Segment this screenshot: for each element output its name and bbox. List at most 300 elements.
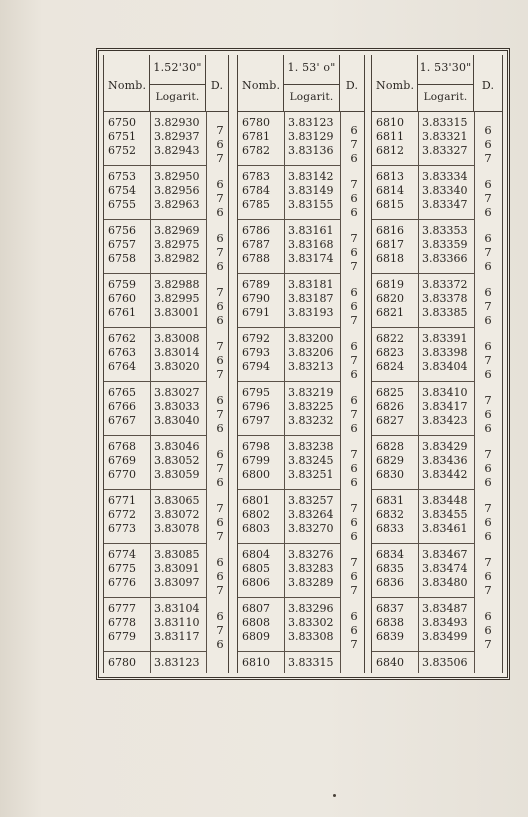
- difference-value: 6: [484, 407, 492, 421]
- table-row: [372, 251, 474, 266]
- nomb-value: 6787: [242, 238, 270, 251]
- group-separator: [238, 489, 340, 490]
- nomb-value: 6823: [376, 346, 404, 359]
- angle-header: 1.52'30": [153, 61, 202, 74]
- difference-value: 6: [350, 123, 358, 137]
- logarit-value: 3.83327: [422, 144, 468, 157]
- table-row: [372, 547, 474, 562]
- logarit-value: 3.82975: [154, 238, 200, 251]
- logarit-value: 3.83308: [288, 630, 334, 643]
- difference-value: 6: [350, 475, 358, 489]
- difference-value: 6: [350, 569, 358, 583]
- logarit-value: 3.83008: [154, 332, 200, 345]
- logarit-value: 3.82956: [154, 184, 200, 197]
- difference-value: 6: [484, 313, 492, 327]
- group-separator: [372, 435, 474, 436]
- logarit-value: 3.83340: [422, 184, 468, 197]
- table-row: [104, 183, 206, 198]
- table-row: [104, 413, 206, 428]
- logarit-value: 3.83359: [422, 238, 468, 251]
- group-separator: [104, 273, 206, 274]
- logarit-value: 3.83410: [422, 386, 468, 399]
- table-row: [238, 345, 340, 360]
- table-row: [372, 399, 474, 414]
- difference-value: 6: [484, 569, 492, 583]
- nomb-value: 6791: [242, 306, 270, 319]
- logarit-value: 3.83187: [288, 292, 334, 305]
- logarit-value: 3.83417: [422, 400, 468, 413]
- nomb-value: 6790: [242, 292, 270, 305]
- nomb-value: 6830: [376, 468, 404, 481]
- table-row: [372, 169, 474, 184]
- logarit-value: 3.83467: [422, 548, 468, 561]
- nomb-value: 6837: [376, 602, 404, 615]
- nomb-value: 6804: [242, 548, 270, 561]
- difference-value: 6: [484, 515, 492, 529]
- table-row: [238, 521, 340, 536]
- difference-value: 6: [484, 609, 492, 623]
- group-separator: [238, 597, 340, 598]
- table-row: [238, 359, 340, 374]
- logarit-value: 3.83065: [154, 494, 200, 507]
- logarit-value: 3.83193: [288, 306, 334, 319]
- table-row: [104, 615, 206, 630]
- nomb-value: 6765: [108, 386, 136, 399]
- table-row: [238, 277, 340, 292]
- difference-value: 6: [216, 353, 224, 367]
- logarit-value: 3.83091: [154, 562, 200, 575]
- difference-value: 7: [216, 123, 224, 137]
- logarit-value: 3.83499: [422, 630, 468, 643]
- difference-value: 6: [484, 421, 492, 435]
- difference-value: 6: [216, 231, 224, 245]
- logarit-value: 3.82937: [154, 130, 200, 143]
- nomb-value: 6800: [242, 468, 270, 481]
- logarit-value: 3.82963: [154, 198, 200, 211]
- diff-header-cell: [340, 55, 364, 111]
- difference-value: 6: [484, 529, 492, 543]
- logarit-value: 3.83110: [154, 616, 200, 629]
- difference-value: 7: [484, 583, 492, 597]
- group-separator: [372, 597, 474, 598]
- logarit-value: 3.82988: [154, 278, 200, 291]
- table-row: [104, 575, 206, 590]
- table-row: [104, 385, 206, 400]
- nomb-value: 6809: [242, 630, 270, 643]
- logarit-value: 3.83213: [288, 360, 334, 373]
- difference-value: 7: [216, 501, 224, 515]
- difference-value: 7: [484, 555, 492, 569]
- table-row: [104, 237, 206, 252]
- diff-header-cell: [474, 55, 502, 111]
- logarit-value: 3.82969: [154, 224, 200, 237]
- diff-header: D.: [345, 79, 359, 92]
- table-row: [104, 521, 206, 536]
- difference-value: 6: [484, 123, 492, 137]
- logarit-header-cell: [418, 55, 474, 111]
- group-separator: [104, 489, 206, 490]
- logarit-value: 3.83072: [154, 508, 200, 521]
- logarit-value: 3.83014: [154, 346, 200, 359]
- logarit-value: 3.83506: [422, 656, 468, 669]
- difference-value: 6: [484, 367, 492, 381]
- difference-value: 7: [484, 637, 492, 651]
- logarit-value: 3.83480: [422, 576, 468, 589]
- nomb-value: 6784: [242, 184, 270, 197]
- logarit-value: 3.83040: [154, 414, 200, 427]
- difference-value: 7: [216, 529, 224, 543]
- nomb-value: 6750: [108, 116, 136, 129]
- difference-value: 6: [350, 299, 358, 313]
- table-row: [238, 291, 340, 306]
- logarit-value: 3.83232: [288, 414, 334, 427]
- difference-value: 6: [216, 313, 224, 327]
- nomb-value: 6833: [376, 522, 404, 535]
- nomb-value: 6773: [108, 522, 136, 535]
- difference-value: 6: [350, 529, 358, 543]
- table-row: [238, 197, 340, 212]
- nomb-value: 6807: [242, 602, 270, 615]
- logarit-value: 3.83321: [422, 130, 468, 143]
- nomb-value: 6828: [376, 440, 404, 453]
- nomb-value: 6826: [376, 400, 404, 413]
- table-row: [104, 345, 206, 360]
- table-row: [104, 601, 206, 616]
- nomb-value: 6820: [376, 292, 404, 305]
- table-row: [238, 629, 340, 644]
- diff-header: D.: [481, 79, 495, 92]
- difference-value: 6: [484, 137, 492, 151]
- table-row: [238, 453, 340, 468]
- logarit-value: 3.83436: [422, 454, 468, 467]
- logarit-value: 3.83123: [288, 116, 334, 129]
- logarit-value: 3.83142: [288, 170, 334, 183]
- nomb-value: 6812: [376, 144, 404, 157]
- difference-value: 7: [484, 151, 492, 165]
- difference-value: 6: [350, 623, 358, 637]
- table-row: [238, 615, 340, 630]
- logarit-value: 3.83174: [288, 252, 334, 265]
- table-row: [104, 197, 206, 212]
- table-row: [104, 655, 206, 670]
- difference-value: 7: [216, 191, 224, 205]
- nomb-header-cell: [372, 55, 418, 111]
- table-row: [238, 399, 340, 414]
- table-column-group-3: [371, 55, 503, 673]
- nomb-value: 6764: [108, 360, 136, 373]
- table-row: [238, 493, 340, 508]
- nomb-header-cell: [238, 55, 284, 111]
- logarit-value: 3.83033: [154, 400, 200, 413]
- difference-value: 6: [484, 259, 492, 273]
- column-header: [104, 55, 228, 112]
- nomb-value: 6802: [242, 508, 270, 521]
- difference-value: 6: [350, 245, 358, 259]
- logarit-value: 3.83455: [422, 508, 468, 521]
- table-row: [238, 169, 340, 184]
- difference-value: 7: [484, 393, 492, 407]
- difference-value: 6: [350, 151, 358, 165]
- difference-value: 6: [350, 339, 358, 353]
- nomb-value: 6810: [376, 116, 404, 129]
- logarit-value: 3.83315: [288, 656, 334, 669]
- logarit-value: 3.83136: [288, 144, 334, 157]
- logarit-value: 3.83347: [422, 198, 468, 211]
- table-row: [372, 197, 474, 212]
- logarit-value: 3.83200: [288, 332, 334, 345]
- nomb-header: Nomb.: [108, 79, 147, 92]
- difference-value: 6: [350, 205, 358, 219]
- nomb-value: 6813: [376, 170, 404, 183]
- nomb-value: 6780: [108, 656, 136, 669]
- table-row: [372, 183, 474, 198]
- nomb-value: 6838: [376, 616, 404, 629]
- logarit-value: 3.83289: [288, 576, 334, 589]
- table-row: [104, 291, 206, 306]
- group-separator: [104, 597, 206, 598]
- logarit-value: 3.82995: [154, 292, 200, 305]
- nomb-value: 6782: [242, 144, 270, 157]
- table-row: [372, 129, 474, 144]
- logarit-header-cell: [150, 55, 206, 111]
- nomb-value: 6816: [376, 224, 404, 237]
- diff-header-cell: [206, 55, 228, 111]
- logarit-value: 3.83385: [422, 306, 468, 319]
- table-row: [372, 561, 474, 576]
- difference-value: 7: [484, 353, 492, 367]
- nomb-value: 6811: [376, 130, 404, 143]
- nomb-value: 6752: [108, 144, 136, 157]
- difference-value: 6: [216, 393, 224, 407]
- table-row: [238, 467, 340, 482]
- logarit-value: 3.83251: [288, 468, 334, 481]
- column-header: [372, 55, 502, 112]
- group-separator: [372, 651, 474, 652]
- difference-value: 6: [216, 515, 224, 529]
- table-row: [104, 629, 206, 644]
- table-column-group-1: [103, 55, 229, 673]
- logarit-value: 3.83270: [288, 522, 334, 535]
- table-row: [372, 439, 474, 454]
- nomb-value: 6785: [242, 198, 270, 211]
- difference-value: 7: [216, 285, 224, 299]
- table-row: [104, 467, 206, 482]
- logarit-value: 3.83206: [288, 346, 334, 359]
- table-row: [372, 521, 474, 536]
- nomb-value: 6815: [376, 198, 404, 211]
- nomb-value: 6769: [108, 454, 136, 467]
- logarit-value: 3.83168: [288, 238, 334, 251]
- logarit-value: 3.83487: [422, 602, 468, 615]
- page-mark: [333, 794, 336, 797]
- logarit-value: 3.83027: [154, 386, 200, 399]
- group-separator: [104, 327, 206, 328]
- table-row: [104, 169, 206, 184]
- nomb-value: 6796: [242, 400, 270, 413]
- difference-value: 7: [350, 555, 358, 569]
- group-separator: [372, 381, 474, 382]
- nomb-header: Nomb.: [242, 79, 281, 92]
- table-row: [104, 223, 206, 238]
- difference-value: 6: [350, 461, 358, 475]
- logarit-value: 3.83219: [288, 386, 334, 399]
- difference-value: 6: [350, 609, 358, 623]
- group-separator: [238, 651, 340, 652]
- nomb-value: 6759: [108, 278, 136, 291]
- difference-value: 6: [484, 461, 492, 475]
- nomb-value: 6775: [108, 562, 136, 575]
- table-row: [104, 439, 206, 454]
- table-row: [238, 115, 340, 130]
- table-row: [372, 467, 474, 482]
- nomb-value: 6822: [376, 332, 404, 345]
- table-row: [372, 291, 474, 306]
- nomb-value: 6786: [242, 224, 270, 237]
- difference-value: 7: [484, 245, 492, 259]
- logarit-value: 3.83123: [154, 656, 200, 669]
- nomb-value: 6821: [376, 306, 404, 319]
- group-separator: [372, 543, 474, 544]
- table-row: [372, 277, 474, 292]
- nomb-value: 6762: [108, 332, 136, 345]
- table-row: [104, 143, 206, 158]
- group-separator: [238, 327, 340, 328]
- logarit-value: 3.83276: [288, 548, 334, 561]
- group-separator: [372, 489, 474, 490]
- table-row: [372, 413, 474, 428]
- angle-header: 1. 53' o": [287, 61, 336, 74]
- logarit-value: 3.83238: [288, 440, 334, 453]
- difference-value: 6: [484, 177, 492, 191]
- difference-value: 6: [350, 367, 358, 381]
- nomb-value: 6767: [108, 414, 136, 427]
- logarit-value: 3.83372: [422, 278, 468, 291]
- difference-value: 6: [216, 447, 224, 461]
- nomb-value: 6776: [108, 576, 136, 589]
- nomb-value: 6757: [108, 238, 136, 251]
- nomb-value: 6751: [108, 130, 136, 143]
- nomb-value: 6763: [108, 346, 136, 359]
- logarit-value: 3.83429: [422, 440, 468, 453]
- nomb-value: 6788: [242, 252, 270, 265]
- table-row: [238, 507, 340, 522]
- difference-value: 6: [484, 475, 492, 489]
- table-row: [372, 575, 474, 590]
- difference-value: 7: [484, 447, 492, 461]
- logarit-value: 3.83398: [422, 346, 468, 359]
- difference-value: 7: [484, 299, 492, 313]
- logarit-value: 3.83104: [154, 602, 200, 615]
- table-row: [104, 359, 206, 374]
- logarit-value: 3.82982: [154, 252, 200, 265]
- difference-value: 7: [216, 367, 224, 381]
- table-row: [104, 115, 206, 130]
- logarit-header: Logarit.: [423, 91, 468, 103]
- group-separator: [372, 327, 474, 328]
- logarit-value: 3.83296: [288, 602, 334, 615]
- difference-value: 7: [350, 177, 358, 191]
- column-body: [372, 111, 502, 673]
- group-separator: [238, 435, 340, 436]
- group-separator: [238, 165, 340, 166]
- logarit-header: Logarit.: [155, 91, 200, 103]
- nomb-value: 6834: [376, 548, 404, 561]
- difference-value: 7: [350, 137, 358, 151]
- table-row: [372, 223, 474, 238]
- difference-value: 6: [484, 339, 492, 353]
- table-row: [372, 237, 474, 252]
- logarit-value: 3.83353: [422, 224, 468, 237]
- nomb-value: 6817: [376, 238, 404, 251]
- table-row: [372, 331, 474, 346]
- diff-header: D.: [210, 79, 224, 92]
- table-row: [104, 453, 206, 468]
- nomb-value: 6839: [376, 630, 404, 643]
- nomb-value: 6772: [108, 508, 136, 521]
- nomb-value: 6832: [376, 508, 404, 521]
- group-separator: [104, 435, 206, 436]
- difference-value: 7: [484, 501, 492, 515]
- logarit-value: 3.83085: [154, 548, 200, 561]
- nomb-value: 6777: [108, 602, 136, 615]
- column-header: [238, 55, 364, 112]
- nomb-value: 6827: [376, 414, 404, 427]
- table-row: [238, 129, 340, 144]
- nomb-value: 6770: [108, 468, 136, 481]
- nomb-value: 6794: [242, 360, 270, 373]
- group-separator: [238, 273, 340, 274]
- difference-value: 6: [484, 231, 492, 245]
- group-separator: [104, 165, 206, 166]
- difference-value: 7: [350, 259, 358, 273]
- difference-value: 6: [484, 285, 492, 299]
- table-row: [372, 615, 474, 630]
- difference-value: 6: [350, 515, 358, 529]
- angle-header: 1. 53'30": [419, 61, 472, 74]
- table-row: [238, 413, 340, 428]
- nomb-value: 6793: [242, 346, 270, 359]
- table-row: [372, 115, 474, 130]
- group-separator: [238, 543, 340, 544]
- difference-value: 6: [216, 205, 224, 219]
- table-row: [238, 305, 340, 320]
- nomb-value: 6829: [376, 454, 404, 467]
- logarit-value: 3.83423: [422, 414, 468, 427]
- nomb-header-cell: [104, 55, 150, 111]
- logarit-value: 3.83245: [288, 454, 334, 467]
- nomb-value: 6792: [242, 332, 270, 345]
- nomb-value: 6799: [242, 454, 270, 467]
- logarit-value: 3.83366: [422, 252, 468, 265]
- table-row: [104, 399, 206, 414]
- table-row: [372, 655, 474, 670]
- logarit-value: 3.83020: [154, 360, 200, 373]
- nomb-value: 6835: [376, 562, 404, 575]
- logarit-value: 3.83161: [288, 224, 334, 237]
- logarit-value: 3.83046: [154, 440, 200, 453]
- logarit-value: 3.83461: [422, 522, 468, 535]
- table-row: [104, 277, 206, 292]
- logarit-value: 3.83149: [288, 184, 334, 197]
- table-row: [238, 223, 340, 238]
- group-separator: [372, 273, 474, 274]
- row-group: [238, 651, 364, 705]
- table-row: [238, 561, 340, 576]
- difference-value: 6: [350, 421, 358, 435]
- nomb-value: 6755: [108, 198, 136, 211]
- logarit-value: 3.83097: [154, 576, 200, 589]
- nomb-value: 6801: [242, 494, 270, 507]
